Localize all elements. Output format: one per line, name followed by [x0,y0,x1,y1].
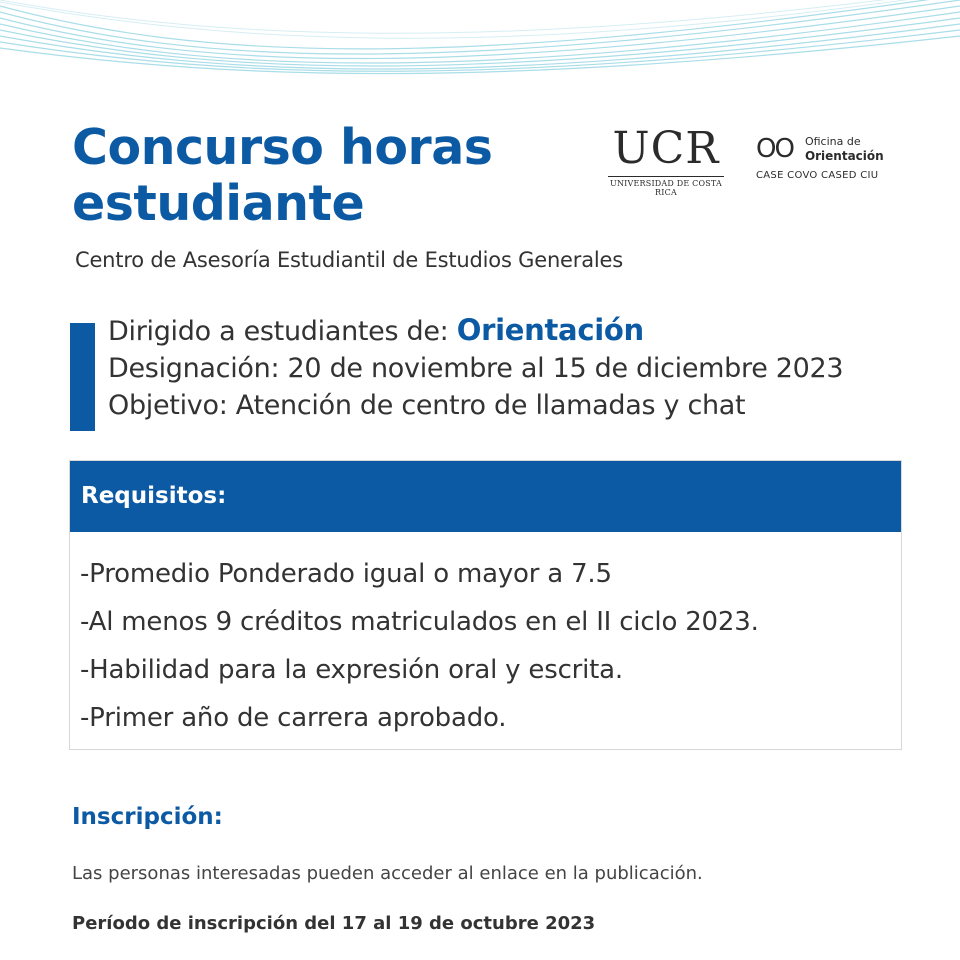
requisito-item: -Primer año de carrera aprobado. [80,703,507,733]
page-title [72,120,492,232]
requisito-item: -Promedio Ponderado igual o mayor a 7.5 [80,559,612,589]
ucr-logo-letters: UCR [612,123,720,174]
page-subtitle: Centro de Asesoría Estudiantil de Estudios Generales [75,248,623,272]
inscripcion-text: Las personas interesadas pueden acceder al enlace en la publicación. [72,863,703,884]
requisitos-heading: Requisitos: [70,461,901,532]
decorative-waves [0,0,960,90]
oficina-orientacion-logo [756,134,896,181]
oo-logo-units: CASE COVO CASED CIU [756,170,879,181]
info-accent-bar [70,323,95,431]
oo-logo-line1: Oficina de [804,135,861,148]
info-designacion: Designación: 20 de noviembre al 15 de diciembre 2023 [108,353,844,384]
info-objetivo: Objetivo: Atención de centro de llamadas y chat [108,390,746,421]
title-line-1: Concurso horas [72,119,493,176]
info-dirigido-label: Dirigido a estudiantes de: [108,316,449,347]
oo-logo-line2: Orientación [804,149,884,163]
info-dirigido [108,312,843,350]
info-block [108,312,843,424]
inscripcion-period: Período de inscripción del 17 al 19 de octubre 2023 [72,913,596,934]
info-dirigido-value: Orientación [456,313,644,347]
requisito-item: -Al menos 9 créditos matriculados en el II ciclo 2023. [80,607,759,637]
oo-logo-text [805,135,884,163]
requisitos-list [70,532,901,742]
ucr-logo-name: UNIVERSIDAD DE COSTA RICA [610,179,722,197]
requisitos-box [69,460,902,750]
ucr-logo [604,123,728,197]
requisito-item: -Habilidad para la expresión oral y escrita. [80,655,623,685]
inscripcion-heading: Inscripción: [72,804,223,830]
oo-mark-icon: OO [756,134,793,164]
oo-logo-top [756,134,896,164]
ucr-logo-rule [608,176,724,177]
title-line-2: estudiante [72,175,365,232]
